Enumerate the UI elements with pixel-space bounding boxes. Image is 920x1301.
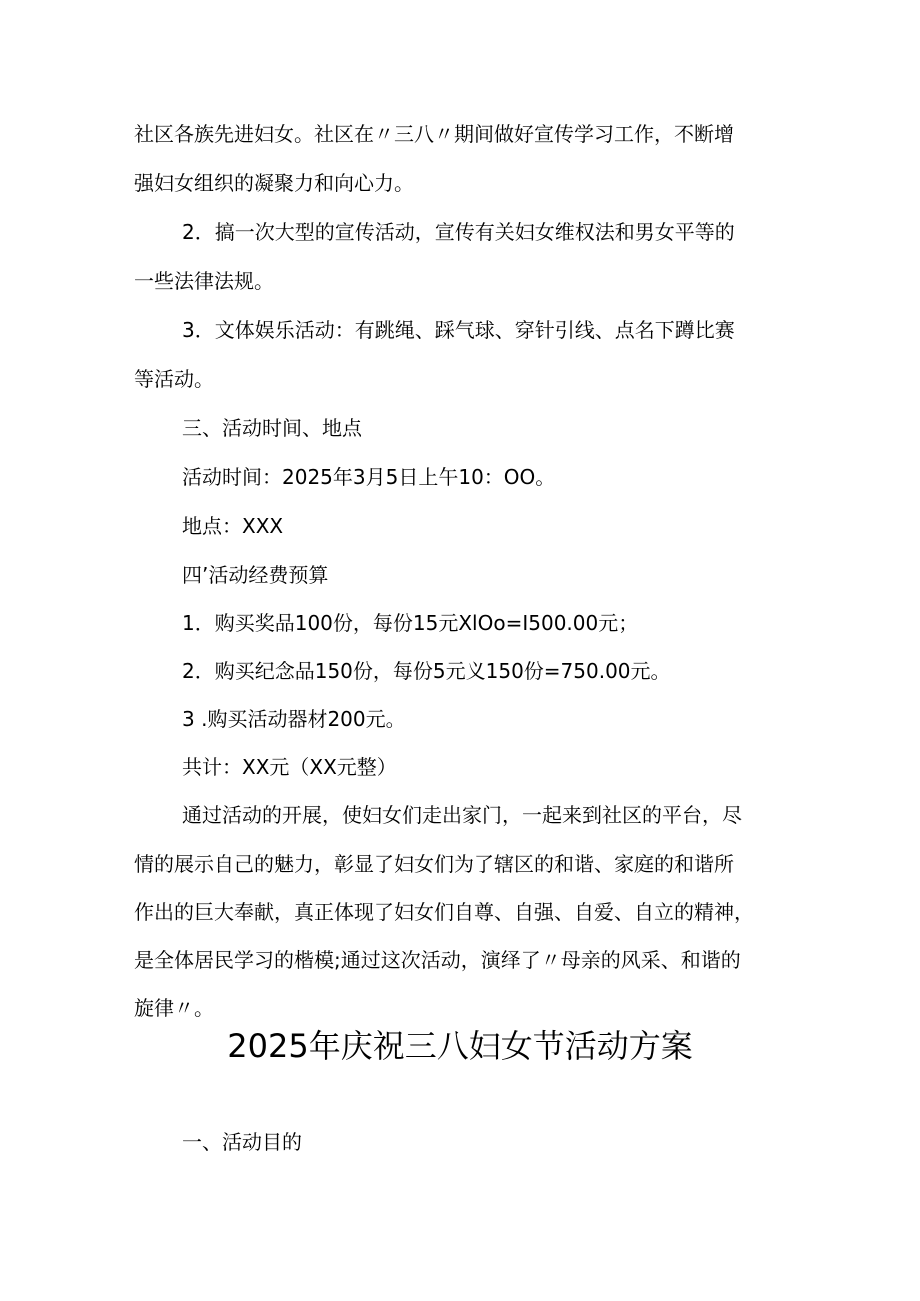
activity-time: 活动时间：2025年3月5日上午10：OO。: [182, 465, 556, 489]
document-title: 2025年庆祝三八妇女节活动方案: [227, 1027, 693, 1065]
paragraph-line: 情的展示自己的魅力，彰显了妇女们为了辖区的和谐、家庭的和谐所: [134, 852, 734, 876]
section-heading: 一、活动目的: [182, 1130, 302, 1154]
paragraph-line: 作出的巨大奉献，真正体现了妇女们自尊、自强、自爱、自立的精神，: [134, 900, 754, 924]
list-item: 2．搞一次大型的宣传活动，宣传有关妇女维权法和男女平等的: [182, 220, 735, 244]
budget-total: 共计：XX元（XX元整）: [182, 755, 397, 779]
budget-item: 1．购买奖品100份，每份15元XlOo=I500.00元；: [182, 611, 639, 635]
paragraph-line: 社区各族先进妇女。社区在〃三八〃期间做好宣传学习工作，不断增: [134, 122, 734, 146]
paragraph-line: 是全体居民学习的楷模;通过这次活动，演绎了〃母亲的风采、和谐的: [134, 948, 741, 972]
paragraph-line: 一些法律法规。: [134, 269, 274, 293]
paragraph-line: 通过活动的开展，使妇女们走出家门，一起来到社区的平台，尽: [182, 803, 742, 827]
paragraph-line: 旋律〃。: [134, 996, 214, 1020]
section-heading: 四’活动经费预算: [182, 563, 329, 587]
activity-location: 地点：XXX: [182, 514, 284, 538]
section-heading: 三、活动时间、地点: [182, 416, 362, 440]
paragraph-line: 等活动。: [134, 367, 214, 391]
list-item: 3．文体娱乐活动：有跳绳、踩气球、穿针引线、点名下蹲比赛: [182, 318, 735, 342]
budget-item: 3 .购买活动器材200元。: [182, 707, 406, 731]
paragraph-line: 强妇女组织的凝聚力和向心力。: [134, 171, 414, 195]
budget-item: 2．购买纪念品150份，每份5元义150份=750.00元。: [182, 659, 671, 683]
